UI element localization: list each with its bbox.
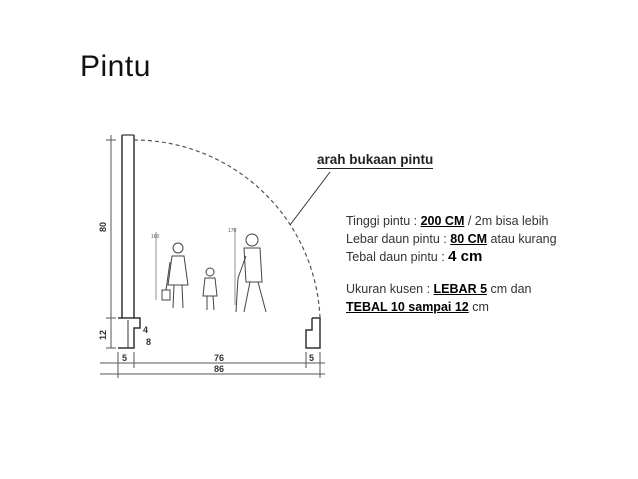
- dim-small-label: 8: [146, 337, 152, 347]
- frame-thickness-unit: cm: [468, 300, 489, 314]
- frame-thickness-value: TEBAL 10 sampai 12: [346, 300, 469, 314]
- width-spec: [346, 230, 626, 248]
- thickness-spec-value: 4 cm: [448, 248, 483, 265]
- dim-right-frame-label: 5: [309, 353, 315, 363]
- width-spec-note: atau kurang: [487, 232, 557, 246]
- height-spec-label: Tinggi pintu :: [346, 214, 421, 228]
- width-spec-value: 80 CM: [450, 232, 488, 246]
- dim-frame-right-label: 4: [143, 325, 149, 335]
- height-spec-value: 200 CM: [420, 214, 465, 228]
- fig-height-1-label: 160: [151, 234, 160, 240]
- frame-spec: [346, 280, 626, 298]
- height-spec: [346, 212, 626, 230]
- height-spec-note: / 2m bisa lebih: [464, 214, 549, 228]
- thickness-spec: [346, 248, 626, 266]
- woman-figure: [162, 243, 188, 308]
- dim-door-width-label: 76: [214, 353, 225, 363]
- page-title: Pintu: [80, 50, 151, 83]
- door-opening-callout: arah bukaan pintu: [317, 152, 434, 167]
- door-specifications: [346, 212, 626, 316]
- dim-total-width-label: 86: [214, 364, 225, 374]
- dim-height-label: 80: [98, 221, 108, 232]
- frame-spec-label: Ukuran kusen :: [346, 282, 434, 296]
- fig-height-2-label: 170: [228, 228, 237, 234]
- dim-left-frame-label: 5: [122, 353, 128, 363]
- dim-frame-depth-label: 12: [98, 329, 108, 340]
- frame-thickness-spec: [346, 298, 626, 316]
- thickness-spec-label: Tebal daun pintu :: [346, 250, 449, 264]
- width-spec-label: Lebar daun pintu :: [346, 232, 451, 246]
- frame-spec-note: cm dan: [487, 282, 532, 296]
- frame-spec-width: LEBAR 5: [433, 282, 488, 296]
- elderly-man-figure: [236, 234, 266, 312]
- child-figure: [203, 268, 217, 310]
